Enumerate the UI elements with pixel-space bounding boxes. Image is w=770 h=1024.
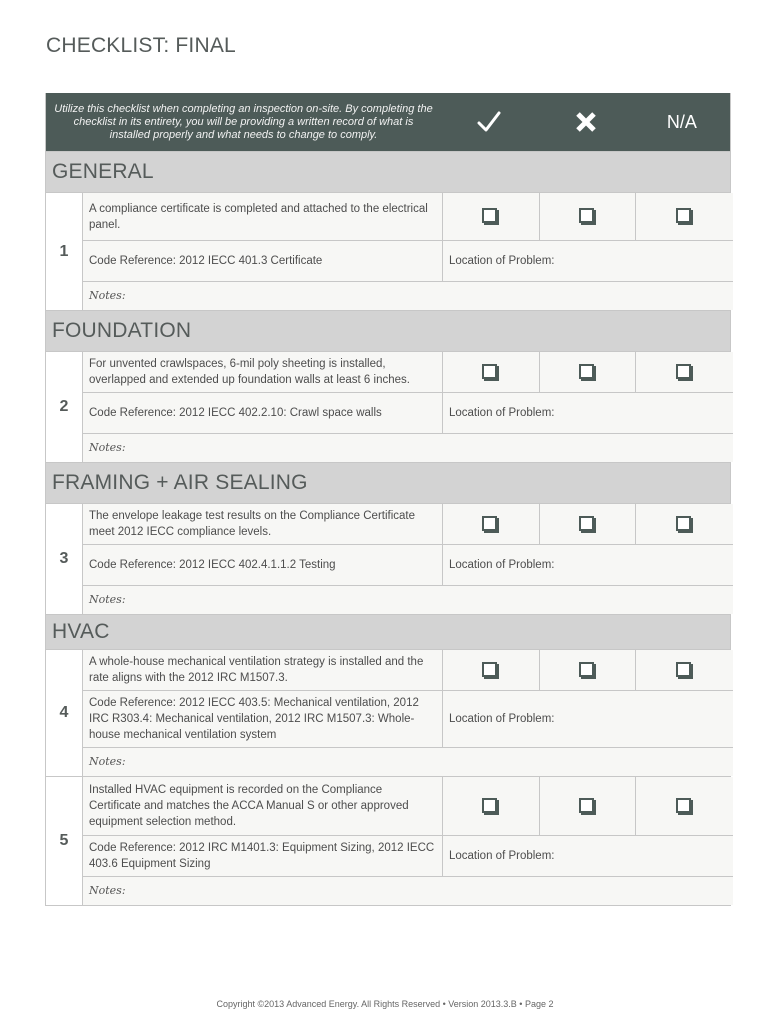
- item-description: A whole-house mechanical ventilation strategy is installed and the rate aligns with the 2012 IRC M1507.3.: [83, 650, 443, 690]
- checklist-item-5: [46, 776, 730, 905]
- section-general: GENERAL: [46, 151, 730, 192]
- column-fail: [537, 111, 633, 133]
- location-of-problem-field[interactable]: Location of Problem:: [449, 407, 555, 419]
- pass-checkbox[interactable]: [482, 208, 497, 223]
- item-description: The envelope leakage test results on the Compliance Certificate meet 2012 IECC compliance levels.: [83, 504, 443, 544]
- pass-checkbox[interactable]: [482, 662, 497, 677]
- na-checkbox[interactable]: [676, 798, 691, 813]
- instructions-text: Utilize this checklist when completing an inspection on-site. By completing the checklist in its entirety, you will be providing a written record of what is installed properly and what needs to change to comply.: [54, 102, 433, 141]
- item-description: For unvented crawlspaces, 6-mil poly sheeting is installed, overlapped and extended up foundation walls at least 6 inches.: [83, 352, 443, 392]
- notes-field[interactable]: Notes:: [89, 289, 126, 302]
- na-checkbox[interactable]: [676, 516, 691, 531]
- code-reference: Code Reference: 2012 IECC 402.4.1.1.2 Testing: [83, 545, 443, 585]
- notes-field[interactable]: Notes:: [89, 884, 126, 897]
- item-number: 5: [46, 777, 83, 905]
- code-reference: Code Reference: 2012 IECC 402.2.10: Crawl space walls: [83, 393, 443, 433]
- na-label: N/A: [666, 111, 697, 132]
- location-of-problem-field[interactable]: Location of Problem:: [449, 255, 555, 267]
- checklist-item-3: [46, 503, 730, 614]
- item-description: A compliance certificate is completed and attached to the electrical panel.: [83, 193, 443, 240]
- notes-field[interactable]: Notes:: [89, 593, 126, 606]
- page-footer: Copyright ©2013 Advanced Energy. All Rights Reserved • Version 2013.3.B • Page 2: [216, 999, 554, 1009]
- notes-field[interactable]: Notes:: [89, 755, 126, 768]
- pass-checkbox[interactable]: [482, 516, 497, 531]
- code-reference: Code Reference: 2012 IRC M1401.3: Equipment Sizing, 2012 IECC 403.6 Equipment Sizing: [83, 836, 443, 876]
- fail-checkbox[interactable]: [579, 208, 594, 223]
- fail-checkbox[interactable]: [579, 798, 594, 813]
- checklist-item-2: [46, 351, 730, 462]
- location-of-problem-field[interactable]: Location of Problem:: [449, 850, 555, 862]
- pass-checkbox[interactable]: [482, 798, 497, 813]
- section-framing-air-sealing: FRAMING + AIR SEALING: [46, 462, 730, 503]
- fail-checkbox[interactable]: [579, 364, 594, 379]
- check-icon: [477, 111, 501, 133]
- na-checkbox[interactable]: [676, 662, 691, 677]
- na-checkbox[interactable]: [676, 364, 691, 379]
- section-hvac: HVAC: [46, 614, 730, 649]
- item-number: 3: [46, 504, 83, 614]
- column-pass: [441, 111, 537, 133]
- location-of-problem-field[interactable]: Location of Problem:: [449, 559, 555, 571]
- notes-field[interactable]: Notes:: [89, 441, 126, 454]
- item-number: 1: [46, 193, 83, 310]
- pass-checkbox[interactable]: [482, 364, 497, 379]
- page-title: CHECKLIST: FINAL: [46, 34, 236, 57]
- na-checkbox[interactable]: [676, 208, 691, 223]
- code-reference: Code Reference: 2012 IECC 403.5: Mechanical ventilation, 2012 IRC R303.4: Mechanical ventilation, 2012 IRC M1507.3: Whole-house mechanical ventilation system: [83, 691, 443, 747]
- code-reference: Code Reference: 2012 IECC 401.3 Certificate: [83, 241, 443, 281]
- checklist-item-4: [46, 649, 730, 776]
- column-na: [634, 112, 730, 133]
- fail-checkbox[interactable]: [579, 662, 594, 677]
- item-description: Installed HVAC equipment is recorded on the Compliance Certificate and matches the ACCA Manual S or other approved equipment selection method.: [83, 777, 443, 835]
- checklist-table: [45, 93, 731, 906]
- checklist-item-1: [46, 192, 730, 310]
- x-icon: [575, 111, 597, 133]
- location-of-problem-field[interactable]: Location of Problem:: [449, 713, 555, 725]
- fail-checkbox[interactable]: [579, 516, 594, 531]
- section-foundation: FOUNDATION: [46, 310, 730, 351]
- item-number: 2: [46, 352, 83, 462]
- item-number: 4: [46, 650, 83, 776]
- checklist-header: [46, 93, 730, 151]
